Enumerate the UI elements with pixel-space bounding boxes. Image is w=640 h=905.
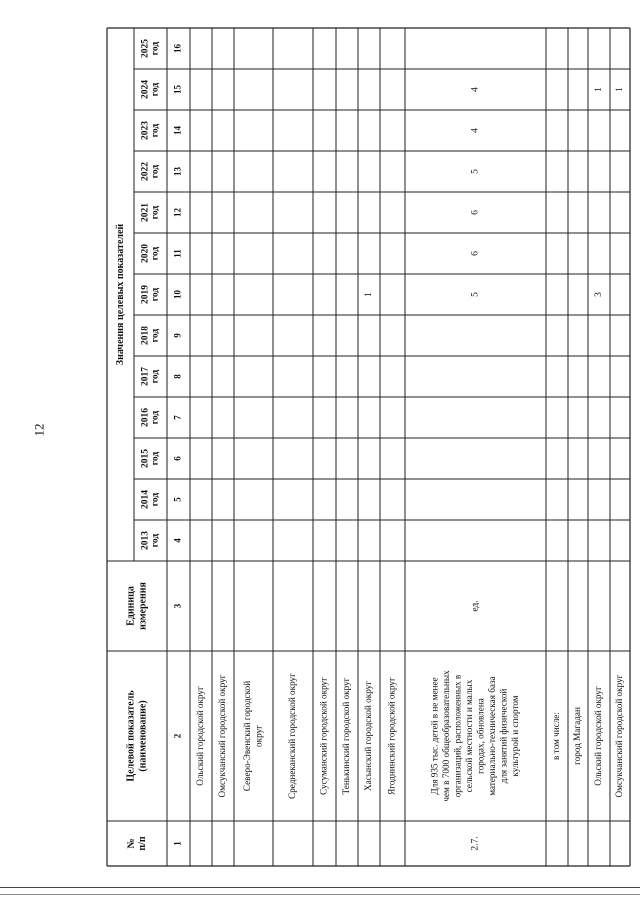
header-year: год	[150, 205, 161, 220]
index-cell: 3	[172, 603, 183, 609]
row-value: 5	[470, 292, 481, 297]
header-year: 2025	[140, 39, 151, 58]
header-year: год	[150, 369, 161, 384]
row-value: 1	[615, 87, 626, 92]
index-cell: 7	[172, 415, 183, 420]
header-year: 2024	[140, 80, 151, 99]
index-cell: 13	[172, 167, 183, 176]
row-name: город Магадан	[572, 707, 583, 765]
row-name: Ольский городской округ	[195, 686, 206, 786]
header-year: 2013	[140, 531, 151, 550]
footer-rule	[0, 887, 640, 888]
header-values-title: Значения целевых показателей	[114, 223, 126, 366]
row-name: чем в 7000 общеобразовательных	[440, 670, 451, 802]
row-name: Северо-Эвенский городской	[241, 680, 252, 792]
row-value: 6	[470, 210, 481, 215]
header-indicator: Целевой показатель	[125, 690, 137, 782]
header-year: год	[150, 246, 161, 261]
row-name: Сусуманский городской округ	[318, 677, 329, 795]
header-year: год	[150, 410, 161, 425]
header-year: год	[150, 41, 161, 56]
header-indicator: (наименование)	[137, 700, 149, 772]
index-cell: 8	[172, 374, 183, 379]
header-year: год	[150, 287, 161, 302]
header-unit: измерения	[137, 582, 149, 630]
index-cell: 6	[172, 456, 183, 461]
index-cell: 16	[172, 44, 183, 53]
row-name: округ	[253, 725, 264, 747]
header-year: год	[150, 533, 161, 548]
row-unit: ед.	[470, 600, 481, 612]
header-num: №	[125, 838, 137, 849]
header-year: год	[150, 492, 161, 507]
index-cell: 14	[172, 126, 183, 135]
row-value: 1	[364, 292, 375, 297]
header-year: 2016	[140, 408, 151, 427]
footer-rule-thin	[0, 894, 640, 895]
row-name: материально-техническая база	[486, 676, 497, 796]
row-value: 6	[470, 251, 481, 256]
header-year: 2014	[140, 490, 151, 509]
row-name: Омсукчанский городской округ	[614, 674, 625, 798]
header-year: год	[150, 451, 161, 466]
index-cell: 5	[172, 497, 183, 502]
header-year: год	[150, 164, 161, 179]
row-name: организаций, расположенных в	[452, 674, 463, 798]
row-name: Тенькинский городской округ	[341, 677, 352, 795]
header-year: 2019	[140, 285, 151, 304]
row-name: в том числе:	[551, 712, 562, 760]
row-name: Омсукчанский городской округ	[217, 674, 228, 798]
page-number: 12	[31, 423, 47, 437]
row-name: культурой и спортом	[509, 695, 520, 777]
row-name: Для 935 тыс. детей в не менее	[429, 677, 440, 795]
index-cell: 9	[172, 333, 183, 338]
index-cell: 15	[172, 85, 183, 94]
row-num: 2.7.	[470, 836, 481, 851]
header-year: 2017	[140, 367, 151, 386]
index-cell: 2	[172, 733, 183, 739]
header-year: 2015	[140, 449, 151, 468]
row-name: Хасынский городской округ	[363, 680, 374, 792]
header-year: год	[150, 123, 161, 138]
table-body	[107, 28, 630, 866]
row-name: Ольский городской округ	[593, 686, 604, 786]
index-cell: 1	[172, 841, 183, 846]
row-name: Ягоднинский городской округ	[386, 677, 397, 795]
row-value: 1	[594, 87, 605, 92]
row-name: для занятий физической	[498, 688, 509, 784]
header-year: 2018	[140, 326, 151, 345]
row-value: 3	[594, 292, 605, 297]
header-year: год	[150, 328, 161, 343]
header-year: 2023	[140, 121, 151, 140]
index-cell: 10	[172, 290, 183, 299]
row-name: городах, обновлена	[475, 698, 486, 774]
row-name: сельской местности и малых	[463, 679, 474, 793]
header-unit: Единица	[125, 586, 137, 626]
header-year: 2022	[140, 162, 151, 181]
row-value: 5	[470, 169, 481, 174]
header-year: 2021	[140, 203, 151, 222]
index-cell: 4	[172, 538, 183, 543]
index-cell: 12	[172, 208, 183, 217]
index-cell: 11	[172, 249, 183, 258]
header-year: год	[150, 82, 161, 97]
row-value: 4	[470, 128, 481, 133]
row-value: 4	[470, 87, 481, 92]
header-num: п/п	[136, 836, 148, 851]
header-year: 2020	[140, 244, 151, 263]
row-name: Среднеканский городской округ	[287, 673, 298, 799]
